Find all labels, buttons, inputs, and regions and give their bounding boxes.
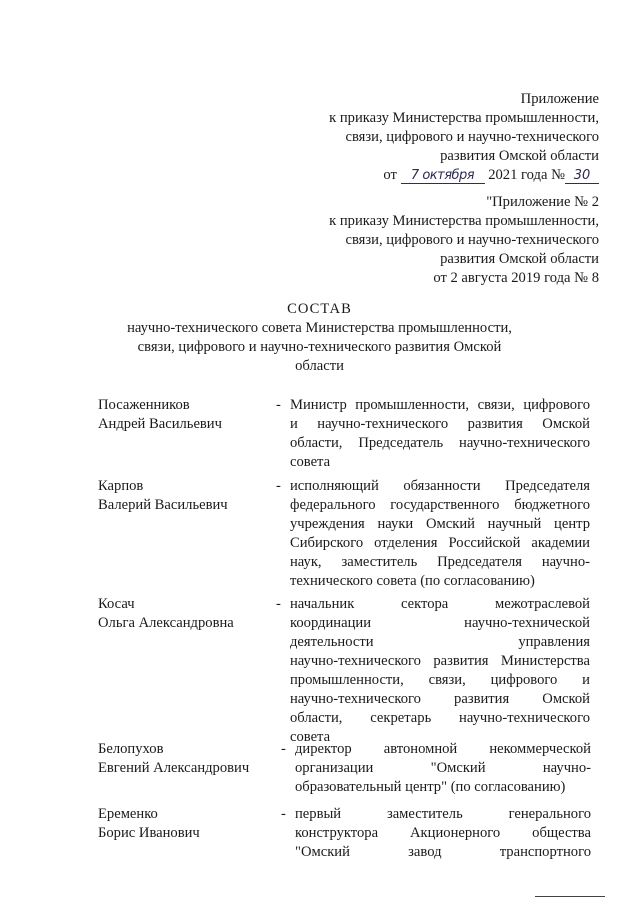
role-line: первый заместитель генерального [295,806,591,822]
member-given-name: Андрей Васильевич [98,416,222,432]
title-line: связи, цифрового и научно-технического развития Омской [137,339,502,355]
title-line: области [295,358,344,374]
member-dash: - [276,397,281,413]
footer-divider [535,896,605,897]
role-line: федерального государственного бюджетного [290,497,590,513]
role-line: деятельности управления [290,634,590,650]
role-line: "Омский завод транспортного [295,844,591,860]
member-given-name: Евгений Александрович [98,760,250,776]
title-line: научно-технического совета Министерства промышленности, [127,320,512,336]
member-surname: Косач [98,596,135,612]
role-line: научно-технического развития Омской [290,691,590,707]
role-line: промышленности, связи, цифрового и [290,672,590,688]
member-given-name: Борис Иванович [98,825,200,841]
appendix-order-line: развития Омской области [440,148,599,164]
date-prefix: от [383,167,397,183]
member-role [290,396,590,472]
date-suffix: 2021 года № [488,167,565,183]
member-given-name: Ольга Александровна [98,615,234,631]
appendix-date-line [329,166,599,185]
member-surname: Посаженников [98,397,190,413]
handwritten-number: 30 [565,168,599,184]
role-line: области, Председатель научно-технического [290,435,590,451]
member-surname: Еременко [98,806,158,822]
role-line: учреждения науки Омский научный центр [290,516,590,532]
role-line: исполняющий обязанности Председателя [290,478,590,494]
member-dash: - [276,478,281,494]
member-role [290,477,590,591]
member-dash: - [276,596,281,612]
role-line: организации "Омский научно- [295,760,591,776]
member-surname: Белопухов [98,741,164,757]
member-name [98,595,268,633]
role-line: области, секретарь научно-технического [290,710,590,726]
role-line: образовательный центр" (по согласованию) [295,779,566,795]
member-given-name: Валерий Васильевич [98,497,228,513]
member-name [98,740,268,778]
member-name [98,477,268,515]
role-line: Сибирского отделения Российской академии [290,535,590,551]
role-line: технического совета (по согласованию) [290,573,535,589]
role-line: координации научно-технической [290,615,590,631]
appendix-2-label: "Приложение № 2 [486,194,599,210]
role-line: совета [290,729,331,745]
appendix-header [329,90,599,185]
role-line: директор автономной некоммерческой [295,741,591,757]
member-role [290,595,590,747]
appendix-2-header [329,193,599,288]
role-line: совета [290,454,331,470]
appendix-order-line: связи, цифрового и научно-технического [345,129,599,145]
appendix-2-date-line: от 2 августа 2019 года № 8 [433,270,599,286]
role-line: Министр промышленности, связи, цифрового [290,397,590,413]
member-role [295,805,591,862]
member-dash: - [281,806,286,822]
member-name [98,805,268,843]
member-dash: - [281,741,286,757]
appendix-2-order-line: развития Омской области [440,251,599,267]
appendix-2-order-line: к приказу Министерства промышленности, [329,213,599,229]
appendix-2-order-line: связи, цифрового и научно-технического [345,232,599,248]
title-main: СОСТАВ [287,301,352,317]
role-line: и научно-технического развития Омской [290,416,590,432]
appendix-order-line: к приказу Министерства промышленности, [329,110,599,126]
handwritten-date: 7 октября [401,168,485,184]
role-line: начальник сектора межотраслевой [290,596,590,612]
appendix-label: Приложение [520,91,599,107]
role-line: наук, заместитель Председателя научно- [290,554,590,570]
role-line: научно-технического развития Министерства [290,653,590,669]
role-line: конструктора Акционерного общества [295,825,591,841]
member-name [98,396,268,434]
member-surname: Карпов [98,478,144,494]
document-title [0,300,639,376]
member-role [295,740,591,797]
